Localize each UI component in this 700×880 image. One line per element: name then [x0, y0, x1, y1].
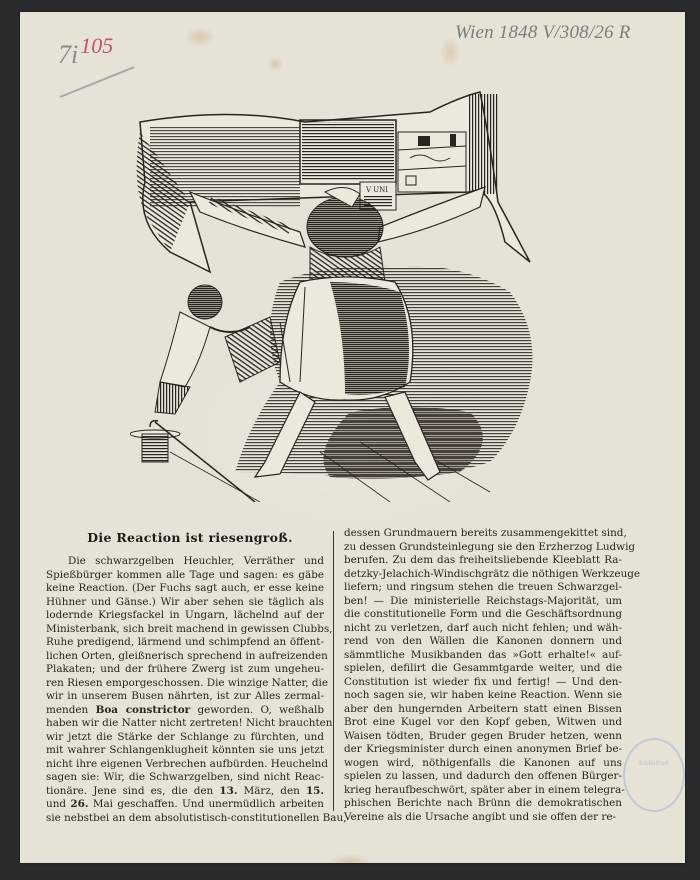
text-line: wir in unserem Busen nährten, ist zur Alles zermal- — [46, 690, 324, 702]
red-number-annotation: 105 — [80, 33, 114, 58]
newspaper-header-text: V UNI — [366, 186, 389, 194]
text-line: dessen Grundmauern bereits zusammengekittet sind, — [344, 527, 627, 539]
small-man-figure — [155, 285, 280, 414]
library-stamp — [623, 738, 685, 812]
text-line: rend von den Wällen die Kanonen donnern und — [344, 635, 622, 647]
text-line: wogen wird, nöthigenfalls die Kanonen auf uns — [344, 756, 622, 769]
text-line: sämmtliche Musikbanden das »Gott erhalte!« auf- — [344, 648, 622, 661]
text-line: Spießbürger kommen alle Tage und sagen: es gäbe — [46, 568, 324, 581]
article-right-column — [344, 527, 641, 824]
pencil-shelfmark: 7i — [58, 40, 79, 69]
text-line: und 26. Mai geschaffen. Und unermüdlich arbeiten — [46, 798, 324, 810]
text-line: haben wir die Natter nicht zertreten! Nicht brauchten — [46, 717, 333, 729]
text-line: sie nebstbei an dem absolutistisch-constitutionellen Bau, — [46, 811, 347, 824]
text-line: krieg heraufbeschwört, später aber in einem telegra- — [344, 783, 625, 796]
text-line: Ruhe predigend, lärmend und schimpfend an öffent- — [46, 636, 324, 648]
text-line: nicht ihre eigenen Verbrechen aufbürden. Heuchelnd — [46, 757, 329, 770]
text-line: nicht zu verletzen, darf auch nicht fehlen; und wäh- — [344, 621, 622, 634]
text-line: Die schwarzgelben Heuchler, Verräther und — [68, 555, 324, 567]
text-line: menden Boa constrictor geworden. O, weßhalb — [46, 703, 324, 716]
text-line: lodernde Kriegsfackel in Ungarn, lächelnd auf der — [46, 609, 324, 621]
pencil-annotation-left — [58, 33, 114, 70]
text-line: der Kriegsminister durch einen anonymen Brief be- — [344, 743, 622, 755]
text-line: wir jetzt die Stärke der Schlange zu fürchten, und — [46, 730, 324, 743]
text-line: Vereine als die Ursache angibt und sie offen der re- — [344, 810, 616, 823]
text-line: ben! — Die ministerielle Reichstags-Majorität, um — [344, 594, 622, 607]
article-left-column — [46, 555, 347, 825]
text-line: sagen sie: Wir, die Schwarzgelben, sind nicht Reac- — [46, 771, 324, 783]
text-line: aber den hungernden Arbeitern statt einen Bissen — [344, 702, 622, 715]
woodcut-illustration — [130, 82, 560, 502]
pencil-annotation-right: Wien 1848 V/308/26 R — [455, 22, 631, 43]
text-line: zu dessen Grundsteinlegung sie den Erzherzog Ludwig — [344, 540, 636, 553]
text-line: mit wahrer Schlangenklugheit könnten sie uns jetzt — [46, 744, 324, 756]
column-divider — [333, 531, 334, 811]
article-title: Die Reaction ist riesengroß. — [87, 530, 293, 545]
text-line: Hühner und Gänse.) Wir aber sehen sie täglich als — [46, 595, 324, 608]
text-line: detzky-Jelachich-Windischgrätz die nöthigen Werkzeuge — [344, 567, 641, 580]
text-line: berufen. Zu dem das freiheitsliebende Kleeblatt Ra- — [344, 554, 622, 566]
figure-head — [307, 197, 383, 257]
text-line: Plakaten; und der frühere Zwerg ist zum ungeheu- — [46, 663, 324, 675]
text-line: liefern; und ringsum stehen die treuen Schwarzgel- — [344, 581, 622, 593]
text-line: Constitution ist wieder fix und fertig! — Und den- — [344, 675, 622, 688]
text-line: phischen Berichte nach Brünn die demokratischen — [344, 797, 622, 809]
text-line: spielen zu lassen, und dadurch den offenen Bürger- — [344, 770, 622, 782]
text-line: Brot eine Kugel vor den Kopf geben, Witwen und — [344, 716, 622, 728]
text-line: Ministerbank, sich breit machend in gewissen Clubbs, — [46, 622, 333, 635]
text-line: noch sagen sie, wir haben keine Reaction. Wenn sie — [344, 689, 622, 701]
top-hat-and-cane — [130, 421, 255, 502]
stamp-text: Bibliothek — [639, 760, 669, 767]
text-line: die constitutionelle Form und die Geschäftsordnung — [344, 608, 622, 620]
text-line: lichen Orten, gleißnerisch sprechend in aufreizenden — [46, 649, 328, 662]
text-line: spielen, defilirt die Gesammtgarde weiter, und die — [344, 662, 622, 674]
text-line: tionäre. Jene sind es, die den 13. März, den 15. — [46, 784, 325, 797]
text-line: keine Reaction. (Der Fuchs sagt auch, er esse keine — [46, 582, 324, 594]
text-line: ren Riesen emporgeschossen. Die winzige Natter, die — [46, 676, 329, 689]
text-line: Waisen tödten, Bruder gegen Bruder hetzen, wenn — [344, 729, 622, 742]
